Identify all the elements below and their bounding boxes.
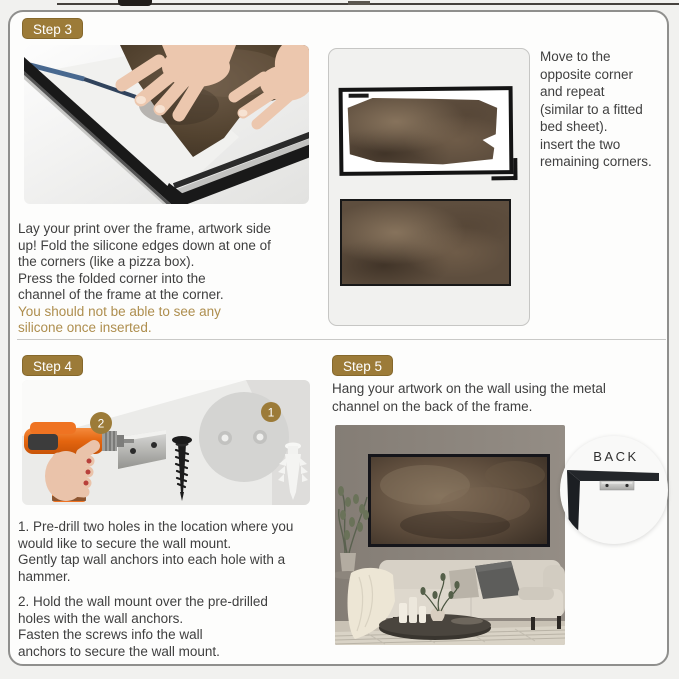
instruction-line: and repeat (540, 84, 605, 99)
artwork-print (343, 90, 510, 172)
frame-back-callout (560, 436, 668, 544)
step5-badge: Step 5 (332, 355, 393, 376)
frame-channel-mark (349, 94, 369, 98)
instruction-line: the corners (like a pizza box). (18, 254, 195, 269)
instruction-line: Gently tap wall anchors into each hole with a (18, 552, 286, 567)
frame-corner-back-view (567, 470, 659, 536)
cropped-previous-content-fragment (348, 1, 370, 5)
step3-photo-fold-corner (24, 45, 309, 204)
instruction-warning-line: silicone once inserted. (18, 320, 152, 335)
instruction-line: Press the folded corner into the (18, 270, 206, 286)
instruction-line: would like to secure the wall mount. (18, 535, 232, 551)
svg-text:1: 1 (267, 405, 275, 420)
frame-photo-partially-inserted (339, 86, 514, 176)
instruction-line: up! Fold the silicone edges down at one of (18, 237, 271, 253)
instruction-line: Move to the (540, 49, 611, 64)
section-divider (17, 339, 666, 340)
instruction-line: Lay your print over the frame, artwork side (18, 221, 271, 236)
corner-insert-result-box (328, 48, 530, 326)
hung-artwork (368, 454, 550, 547)
callout-number-2 (90, 412, 112, 434)
step4-illustration-wall-mount (22, 380, 310, 505)
instruction-line: hammer. (18, 568, 71, 584)
cropped-previous-content-fragment (118, 0, 152, 6)
step3-side-note (540, 48, 672, 171)
svg-text:2: 2 (97, 416, 105, 431)
instruction-line: 2. Hold the wall mount over the pre-drilled (18, 594, 268, 609)
instruction-line: remaining corners. (540, 154, 652, 169)
frame-photo-fully-inserted (340, 199, 511, 286)
instruction-line: 1. Pre-drill two holes in the location where you (18, 519, 294, 534)
instruction-line: channel of the frame at the corner. (18, 287, 224, 302)
back-label: BACK (593, 449, 639, 464)
instruction-line: opposite corner (540, 66, 634, 82)
step4-badge: Step 4 (22, 355, 83, 376)
instruction-panel (8, 10, 669, 666)
step4-instructions (18, 519, 320, 660)
step5-photo-living-room (335, 425, 565, 645)
instruction-line: insert the two (540, 136, 621, 152)
step3-badge: Step 3 (22, 18, 83, 39)
instruction-warning-line: You should not be able to see any (18, 303, 221, 319)
instruction-line: bed sheet). (540, 119, 608, 134)
instruction-line: anchors to secure the wall mount. (18, 643, 220, 659)
instruction-line: holes with the wall anchors. (18, 610, 184, 626)
step5-instructions (332, 380, 667, 416)
frame-rail-corner (491, 158, 517, 180)
instruction-line: (similar to a fitted (540, 101, 643, 117)
callout-number-1 (261, 402, 281, 422)
instruction-line: channel on the back of the frame. (332, 399, 533, 414)
metal-channel-bracket (600, 481, 634, 490)
step3-instructions (18, 221, 318, 337)
instruction-line: Hang your artwork on the wall using the metal (332, 381, 606, 396)
instruction-line: Fasten the screws info the wall (18, 627, 203, 642)
